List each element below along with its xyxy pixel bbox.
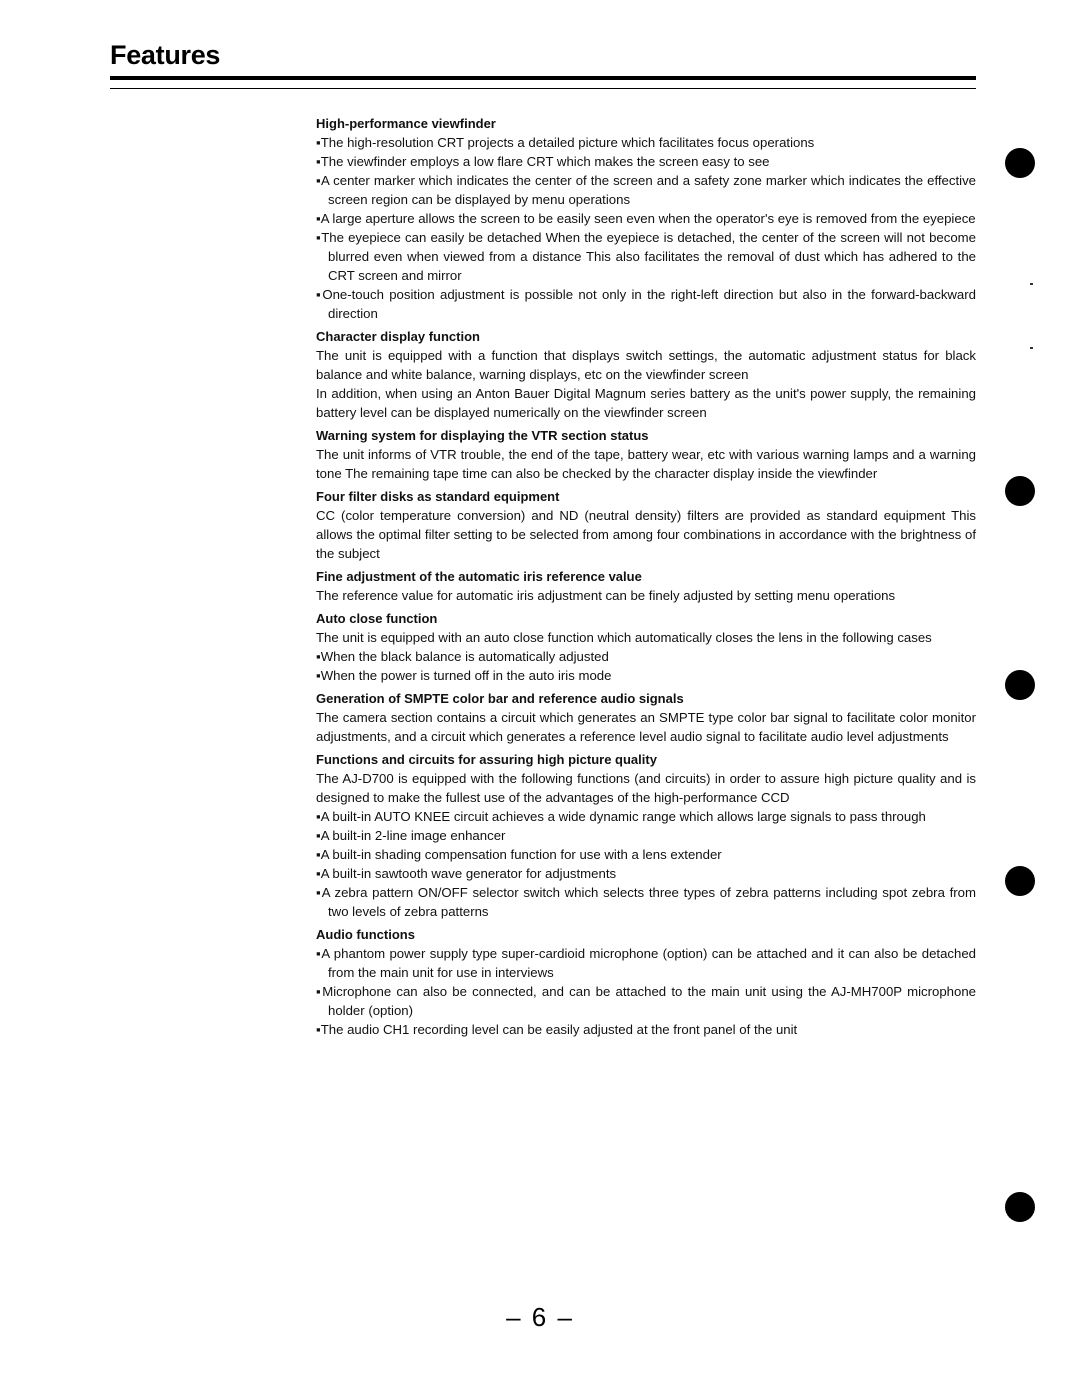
bullet-item: ▪A phantom power supply type super-cardioid microphone (option) can be attached and it can also be detached from the main unit for use in interviews xyxy=(316,946,976,980)
section-heading: Generation of SMPTE color bar and reference audio signals xyxy=(316,691,684,706)
section-smpte xyxy=(316,689,976,746)
page-number: – 6 – xyxy=(506,1302,574,1332)
paragraph: The unit is equipped with an auto close function which automatically closes the lens in the following cases xyxy=(316,630,932,645)
paragraph: The unit is equipped with a function that displays switch settings, the automatic adjustment status for black balance and white balance, warning displays, etc on the viewfinder screen xyxy=(316,348,976,382)
bullet-item: ▪A zebra pattern ON/OFF selector switch which selects three types of zebra patterns including spot zebra from two levels of zebra patterns xyxy=(316,885,976,919)
scan-speck xyxy=(1030,283,1033,285)
section-heading: Fine adjustment of the automatic iris reference value xyxy=(316,569,642,584)
bullet-item: ▪When the black balance is automatically adjusted xyxy=(316,649,609,664)
bullet-item: ▪A built-in shading compensation function for use with a lens extender xyxy=(316,847,722,862)
bullet-item: ▪A large aperture allows the screen to be easily seen even when the operator's eye is removed from the eyepiece xyxy=(316,211,976,226)
paragraph: CC (color temperature conversion) and ND (neutral density) filters are provided as standard equipment This allows the optimal filter setting to be selected from among four combinations in accordance with the brightness of the subject xyxy=(316,508,976,561)
paragraph: The reference value for automatic iris adjustment can be finely adjusted by setting menu operations xyxy=(316,588,896,603)
binding-hole-mark xyxy=(1005,476,1035,506)
title-rule-thin xyxy=(110,88,976,89)
section-heading: Four filter disks as standard equipment xyxy=(316,489,560,504)
section-warning-system xyxy=(316,426,976,483)
bullet-item: ▪The high-resolution CRT projects a detailed picture which facilitates focus operations xyxy=(316,135,815,150)
section-heading: Audio functions xyxy=(316,927,415,942)
paragraph: The AJ-D700 is equipped with the following functions (and circuits) in order to assure high picture quality and is designed to make the fullest use of the advantages of the high-performance CCD xyxy=(316,771,976,805)
section-iris-reference xyxy=(316,567,976,605)
paragraph: In addition, when using an Anton Bauer Digital Magnum series battery as the unit's power supply, the remaining battery level can be displayed numerically on the viewfinder screen xyxy=(316,386,976,420)
title-rule xyxy=(110,76,976,80)
section-heading: High-performance viewfinder xyxy=(316,116,496,131)
bullet-item: ▪The eyepiece can easily be detached When the eyepiece is detached, the center of the screen will not become blurred even when viewed from a distance This also facilitates the removal of dust which has adhered to the CRT screen and mirror xyxy=(316,230,976,283)
section-viewfinder xyxy=(316,114,976,323)
features-content xyxy=(316,110,976,1043)
bullet-item: ▪When the power is turned off in the auto iris mode xyxy=(316,668,612,683)
bullet-item: ▪Microphone can also be connected, and can be attached to the main unit using the AJ-MH700P microphone holder (option) xyxy=(316,984,976,1018)
bullet-item: ▪A built-in sawtooth wave generator for adjustments xyxy=(316,866,617,881)
section-heading: Warning system for displaying the VTR section status xyxy=(316,428,649,443)
paragraph: The camera section contains a circuit which generates an SMPTE type color bar signal to facilitate color monitor adjustments, and a circuit which generates a reference level audio signal to facilitate audio level adjustments xyxy=(316,710,976,744)
section-audio xyxy=(316,925,976,1039)
section-picture-quality xyxy=(316,750,976,921)
binding-hole-mark xyxy=(1005,148,1035,178)
bullet-item: ▪One-touch position adjustment is possible not only in the right-left direction but also in the forward-backward direction xyxy=(316,287,976,321)
bullet-item: ▪The viewfinder employs a low flare CRT which makes the screen easy to see xyxy=(316,154,770,169)
binding-hole-mark xyxy=(1005,1192,1035,1222)
bullet-item: ▪A built-in AUTO KNEE circuit achieves a wide dynamic range which allows large signals to pass through xyxy=(316,809,926,824)
binding-hole-mark xyxy=(1005,866,1035,896)
paragraph: The unit informs of VTR trouble, the end of the tape, battery wear, etc with various warning lamps and a warning tone The remaining tape time can also be checked by the character display inside the viewfinder xyxy=(316,447,976,481)
section-filter-disks xyxy=(316,487,976,563)
section-auto-close xyxy=(316,609,976,685)
section-heading: Functions and circuits for assuring high picture quality xyxy=(316,752,657,767)
bullet-item: ▪The audio CH1 recording level can be easily adjusted at the front panel of the unit xyxy=(316,1022,798,1037)
section-character-display xyxy=(316,327,976,422)
page-title: Features xyxy=(110,40,221,70)
section-heading: Auto close function xyxy=(316,611,438,626)
section-heading: Character display function xyxy=(316,329,480,344)
bullet-item: ▪A center marker which indicates the center of the screen and a safety zone marker which indicates the effective screen region can be displayed by menu operations xyxy=(316,173,976,207)
bullet-item: ▪A built-in 2-line image enhancer xyxy=(316,828,506,843)
scan-speck xyxy=(1030,347,1033,349)
binding-hole-mark xyxy=(1005,670,1035,700)
